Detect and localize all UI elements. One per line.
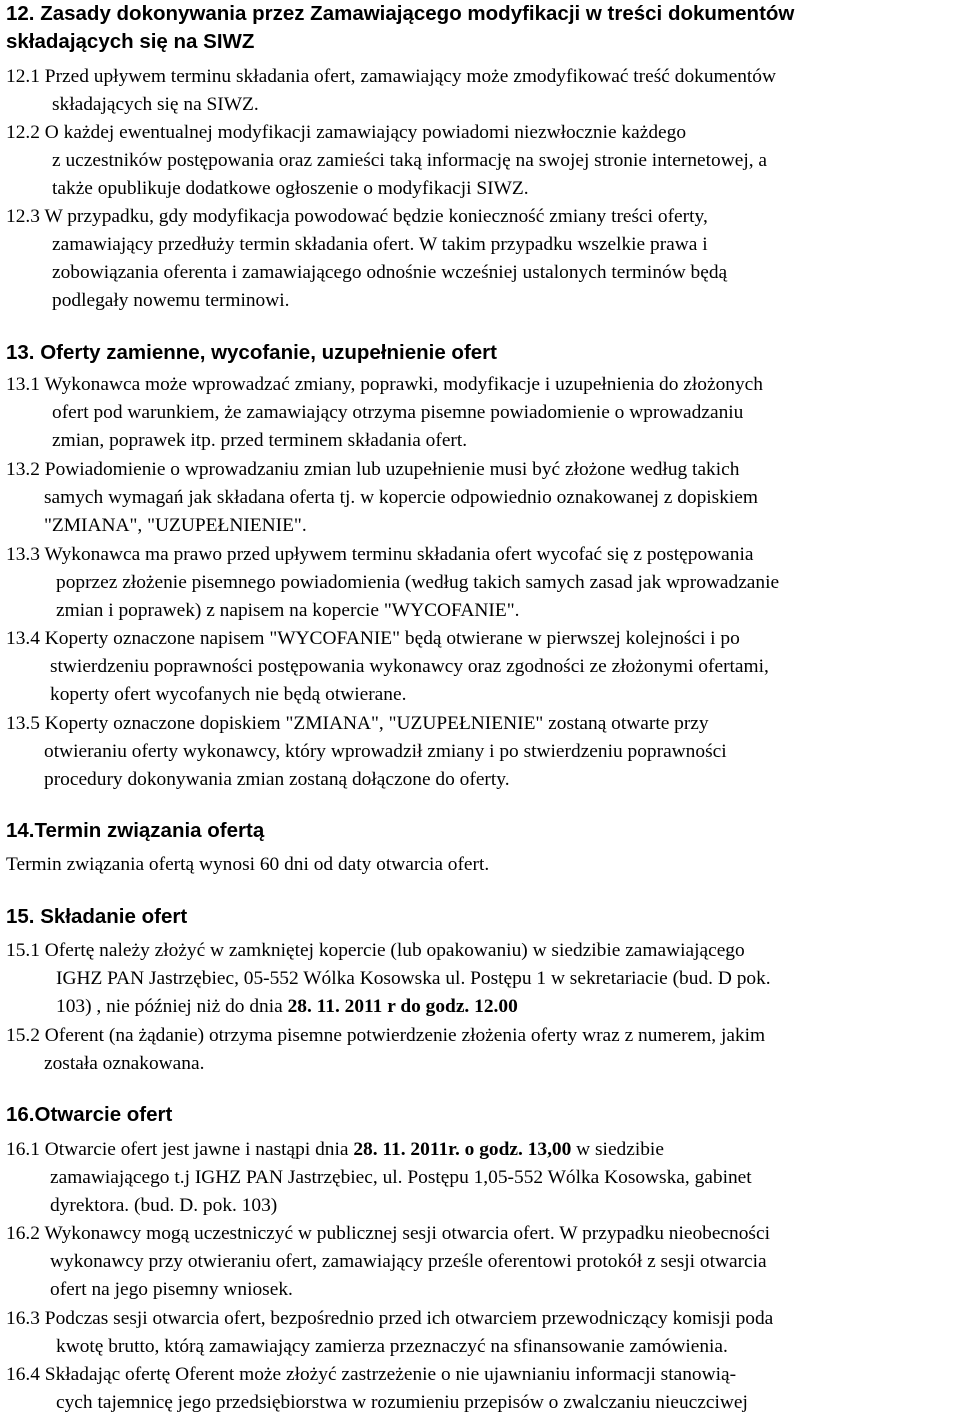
paragraph-number: 12.3 — [6, 206, 40, 227]
paragraph-text: Koperty oznaczone napisem "WYCOFANIE" będą otwierane w pierwszej kolejności i po — [44, 628, 740, 649]
paragraph-12-1-line2: składających się na SIWZ. — [52, 94, 259, 115]
paragraph-text: Koperty oznaczone dopiskiem "ZMIANA", "UZUPEŁNIENIE" zostaną otwarte przy — [44, 713, 709, 734]
paragraph-16-3-line1 — [6, 1305, 773, 1332]
paragraph-13-5-line3: procedury dokonywania zmian zostaną dołączone do oferty. — [44, 769, 510, 790]
paragraph-13-1-line3: zmian, poprawek itp. przed terminem składania ofert. — [52, 430, 468, 451]
paragraph-text: Ofertę należy złożyć w zamkniętej kopercie (lub opakowaniu) w siedzibie zamawiającego — [44, 940, 745, 961]
paragraph-number: 13.5 — [6, 713, 40, 734]
paragraph-16-1-line1 — [6, 1136, 664, 1163]
paragraph-text: Otwarcie ofert jest jawne i nastąpi dnia — [44, 1139, 354, 1160]
paragraph-12-2-line3: także opublikuje dodatkowe ogłoszenie o modyfikacji SIWZ. — [52, 178, 529, 199]
deadline-date: 28. 11. 2011 r do godz. 12.00 — [287, 996, 518, 1017]
paragraph-13-1-line2: ofert pod warunkiem, że zamawiający otrzyma pisemne powiadomienie o wprowadzaniu — [52, 402, 744, 423]
paragraph-12-3-line2: zamawiający przedłuży termin składania ofert. W takim przypadku wszelkie prawa i — [52, 234, 708, 255]
section-14-text: Termin związania ofertą wynosi 60 dni od daty otwarcia ofert. — [6, 854, 490, 875]
section-12-heading-line2: składających się na SIWZ — [6, 30, 255, 53]
paragraph-13-5-line1 — [6, 710, 709, 737]
paragraph-number: 16.4 — [6, 1364, 40, 1385]
paragraph-13-2-line2: samych wymagań jak składana oferta tj. w kopercie odpowiednio oznakowanej z dopiskiem — [44, 487, 758, 508]
paragraph-13-3-line2: poprzez złożenie pisemnego powiadomienia (według takich samych zasad jak wprowadzanie — [56, 572, 780, 593]
paragraph-text: Przed upływem terminu składania ofert, zamawiający może zmodyfikować treść dokumentów — [44, 66, 776, 87]
paragraph-number: 15.1 — [6, 940, 40, 961]
section-14-heading: 14.Termin związania ofertą — [6, 819, 265, 842]
paragraph-16-2-line2: wykonawcy przy otwieraniu ofert, zamawiający prześle oferentowi protokół z sesji otwarcia — [50, 1251, 767, 1272]
paragraph-15-1-line1 — [6, 937, 745, 964]
paragraph-15-1-line2: IGHZ PAN Jastrzębiec, 05-552 Wólka Kosowska ul. Postępu 1 w sekretariacie (bud. D pok. — [56, 968, 771, 989]
section-15-heading: 15. Składanie ofert — [6, 905, 188, 928]
paragraph-12-2-line2: z uczestników postępowania oraz zamieści taką informację na swojej stronie internetowej, a — [52, 150, 768, 171]
paragraph-text: w siedzibie — [571, 1139, 664, 1160]
paragraph-12-3-line3: zobowiązania oferenta i zamawiającego odnośnie wcześniej ustalonych terminów będą — [52, 262, 728, 283]
paragraph-text: Podczas sesji otwarcia ofert, bezpośrednio przed ich otwarciem przewodniczący komisji poda — [44, 1308, 774, 1329]
paragraph-13-4-line2: stwierdzeniu poprawności postępowania wykonawcy oraz zgodności ze złożonymi ofertami, — [50, 656, 769, 677]
paragraph-12-3-line1 — [6, 203, 708, 230]
paragraph-12-2-line1 — [6, 119, 686, 146]
paragraph-text: 103) , nie później niż do dnia — [56, 996, 288, 1017]
paragraph-number: 13.1 — [6, 374, 40, 395]
paragraph-number: 16.2 — [6, 1223, 40, 1244]
paragraph-number: 13.2 — [6, 459, 40, 480]
paragraph-text: W przypadku, gdy modyfikacja powodować będzie konieczność zmiany treści oferty, — [44, 206, 708, 227]
paragraph-13-2-line1 — [6, 456, 739, 483]
section-13-heading: 13. Oferty zamienne, wycofanie, uzupełnienie ofert — [6, 341, 497, 364]
paragraph-16-2-line3: ofert na jego pisemny wniosek. — [50, 1279, 293, 1300]
paragraph-number: 15.2 — [6, 1025, 40, 1046]
opening-date: 28. 11. 2011r. o godz. 13,00 — [353, 1139, 572, 1160]
paragraph-text: Wykonawca ma prawo przed upływem terminu składania ofert wycofać się z postępowania — [44, 544, 754, 565]
paragraph-15-1-line3 — [56, 993, 518, 1020]
paragraph-13-4-line3: koperty ofert wycofanych nie będą otwierane. — [50, 684, 407, 705]
paragraph-text: O każdej ewentualnej modyfikacji zamawiający powiadomi niezwłocznie każdego — [44, 122, 687, 143]
paragraph-text: Składając ofertę Oferent może złożyć zastrzeżenie o nie ujawnianiu informacji stanowią- — [44, 1364, 737, 1385]
paragraph-13-1-line1 — [6, 371, 763, 398]
paragraph-number: 16.3 — [6, 1308, 40, 1329]
paragraph-16-2-line1 — [6, 1220, 770, 1247]
paragraph-15-2-line1 — [6, 1022, 765, 1049]
paragraph-12-1-line1 — [6, 63, 776, 90]
paragraph-number: 16.1 — [6, 1139, 40, 1160]
paragraph-13-4-line1 — [6, 625, 740, 652]
paragraph-text: Wykonawcy mogą uczestniczyć w publicznej sesji otwarcia ofert. W przypadku nieobecności — [44, 1223, 770, 1244]
paragraph-text: Oferent (na żądanie) otrzyma pisemne potwierdzenie złożenia oferty wraz z numerem, jakim — [44, 1025, 766, 1046]
paragraph-12-3-line4: podlegały nowemu terminowi. — [52, 290, 290, 311]
paragraph-number: 13.3 — [6, 544, 40, 565]
paragraph-15-2-line2: została oznakowana. — [44, 1053, 205, 1074]
paragraph-13-3-line3: zmian i poprawek) z napisem na kopercie "WYCOFANIE". — [56, 600, 520, 621]
paragraph-number: 13.4 — [6, 628, 40, 649]
paragraph-text: Wykonawca może wprowadzać zmiany, poprawki, modyfikacje i uzupełnienia do złożonych — [44, 374, 763, 395]
paragraph-13-2-line3: "ZMIANA", "UZUPEŁNIENIE". — [44, 515, 307, 536]
paragraph-number: 12.1 — [6, 66, 40, 87]
paragraph-13-3-line1 — [6, 541, 753, 568]
paragraph-text: Powiadomienie o wprowadzaniu zmian lub uzupełnienie musi być złożone według takich — [44, 459, 740, 480]
paragraph-16-1-line2: zamawiającego t.j IGHZ PAN Jastrzębiec, ul. Postępu 1,05-552 Wólka Kosowska, gabinet — [50, 1167, 752, 1188]
paragraph-16-3-line2: kwotę brutto, którą zamawiający zamierza przeznaczyć na sfinansowanie zamówienia. — [56, 1336, 728, 1357]
paragraph-16-4-line2: cych tajemnicę jego przedsiębiorstwa w rozumieniu przepisów o zwalczaniu nieuczciwej — [56, 1392, 748, 1413]
paragraph-number: 12.2 — [6, 122, 40, 143]
paragraph-16-1-line3: dyrektora. (bud. D. pok. 103) — [50, 1195, 278, 1216]
paragraph-16-4-line1 — [6, 1361, 736, 1388]
section-16-heading: 16.Otwarcie ofert — [6, 1103, 173, 1126]
paragraph-13-5-line2: otwieraniu oferty wykonawcy, który wprowadził zmiany i po stwierdzeniu poprawności — [44, 741, 727, 762]
section-12-heading-line1: 12. Zasady dokonywania przez Zamawiającego modyfikacji w treści dokumentów — [6, 2, 795, 25]
